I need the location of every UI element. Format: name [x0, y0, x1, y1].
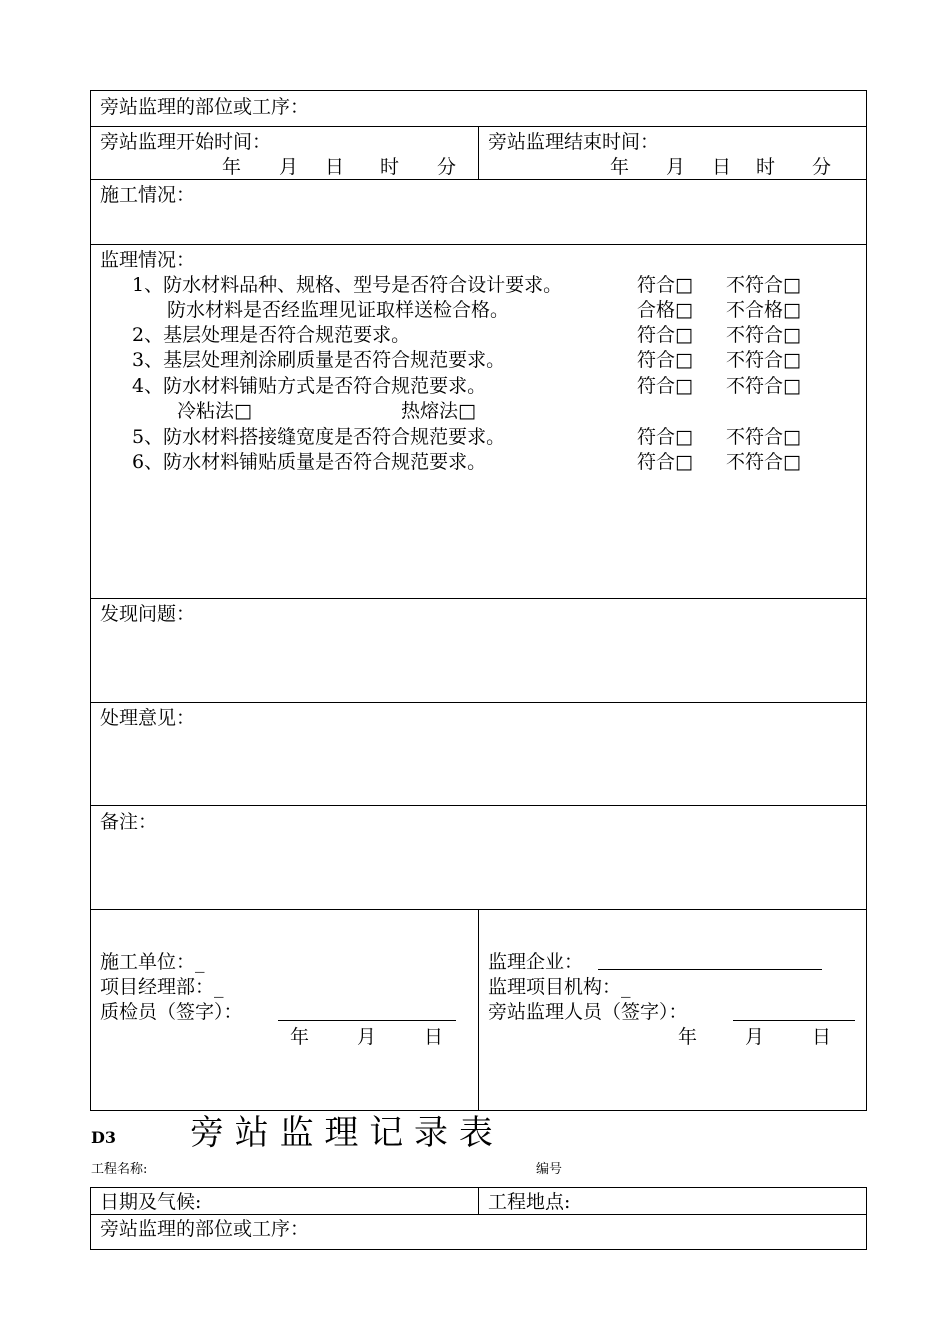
handling-opinion-label: 处理意见：	[100, 707, 196, 729]
inspector-signature-label: 质检员（签字）：	[100, 1001, 243, 1023]
checkbox-option[interactable]: 符合□	[637, 451, 693, 473]
checkbox-option[interactable]: 不符合□	[726, 324, 801, 346]
right-day: 日	[812, 1026, 832, 1048]
row-divider	[90, 702, 867, 703]
end-time-label: 旁站监理结束时间：	[488, 131, 660, 153]
checklist-item-text: 1、防水材料品种、规格、型号是否符合设计要求。	[132, 274, 563, 296]
checkbox-option[interactable]: 合格□	[637, 299, 693, 321]
column-divider	[478, 126, 479, 179]
project-manager-label: 项目经理部：_	[100, 976, 224, 998]
end-hour: 时	[756, 156, 776, 178]
construction-status-label: 施工情况：	[100, 184, 196, 206]
checkbox-option[interactable]: 热熔法□	[401, 400, 476, 422]
checkbox-option[interactable]: 冷粘法□	[177, 400, 252, 422]
end-day: 日	[712, 156, 732, 178]
start-minute: 分	[437, 156, 457, 178]
supervisor-signature-line[interactable]	[733, 1020, 855, 1021]
form-title: 旁 站 监 理 记 录 表	[190, 1113, 493, 1153]
right-month: 月	[745, 1026, 765, 1048]
remarks-label: 备注：	[100, 811, 158, 833]
position-label: 旁站监理的部位或工序：	[100, 96, 310, 118]
position-label-2: 旁站监理的部位或工序：	[100, 1218, 310, 1240]
row-divider	[90, 805, 867, 806]
inspector-signature-line[interactable]	[278, 1020, 456, 1021]
supervision-company-label: 监理企业：	[488, 951, 584, 973]
issues-found-label: 发现问题：	[100, 603, 196, 625]
checkbox-option[interactable]: 不符合□	[726, 375, 801, 397]
project-location-label: 工程地点:	[488, 1191, 571, 1213]
checkbox-option[interactable]: 不符合□	[726, 274, 801, 296]
checkbox-option[interactable]: 符合□	[637, 274, 693, 296]
end-month: 月	[666, 156, 686, 178]
checkbox-option[interactable]: 符合□	[637, 324, 693, 346]
checklist-item-text: 2、基层处理是否符合规范要求。	[132, 324, 411, 346]
checkbox-option[interactable]: 不符合□	[726, 349, 801, 371]
date-weather-label: 日期及气候:	[100, 1191, 202, 1213]
column-divider	[478, 909, 479, 1111]
checklist-item-text: 4、防水材料铺贴方式是否符合规范要求。	[132, 375, 487, 397]
checkbox-option[interactable]: 符合□	[637, 349, 693, 371]
supervision-company-line[interactable]	[598, 969, 822, 970]
row-divider	[90, 598, 867, 599]
end-year: 年	[610, 156, 630, 178]
checkbox-option[interactable]: 不符合□	[726, 426, 801, 448]
row-divider	[90, 244, 867, 245]
start-time-label: 旁站监理开始时间：	[100, 131, 272, 153]
checklist-item-text: 5、防水材料搭接缝宽度是否符合规范要求。	[132, 426, 506, 448]
checkbox-option[interactable]: 符合□	[637, 375, 693, 397]
left-day: 日	[424, 1026, 444, 1048]
checklist-item-text: 3、基层处理剂涂刷质量是否符合规范要求。	[132, 349, 506, 371]
left-year: 年	[290, 1026, 310, 1048]
end-minute: 分	[812, 156, 832, 178]
column-divider	[478, 1187, 479, 1214]
left-month: 月	[357, 1026, 377, 1048]
checklist-item-text: 6、防水材料铺贴质量是否符合规范要求。	[132, 451, 487, 473]
supervisor-signature-label: 旁站监理人员（签字）：	[488, 1001, 688, 1023]
checkbox-option[interactable]: 不符合□	[726, 451, 801, 473]
start-hour: 时	[380, 156, 400, 178]
project-name-label: 工程名称:	[91, 1162, 148, 1177]
supervision-status-label: 监理情况：	[100, 249, 196, 271]
row-divider	[90, 1214, 867, 1215]
checklist-item-text: 防水材料是否经监理见证取样送检合格。	[167, 299, 510, 321]
start-day: 日	[325, 156, 345, 178]
start-year: 年	[222, 156, 242, 178]
checkbox-option[interactable]: 符合□	[637, 426, 693, 448]
construction-unit-label: 施工单位：_	[100, 951, 205, 973]
supervision-agency-label: 监理项目机构：_	[488, 976, 631, 998]
start-month: 月	[279, 156, 299, 178]
number-label: 编号	[536, 1162, 563, 1177]
checkbox-option[interactable]: 不合格□	[726, 299, 801, 321]
row-divider	[90, 179, 867, 180]
form-code: D3	[91, 1128, 117, 1147]
right-year: 年	[678, 1026, 698, 1048]
